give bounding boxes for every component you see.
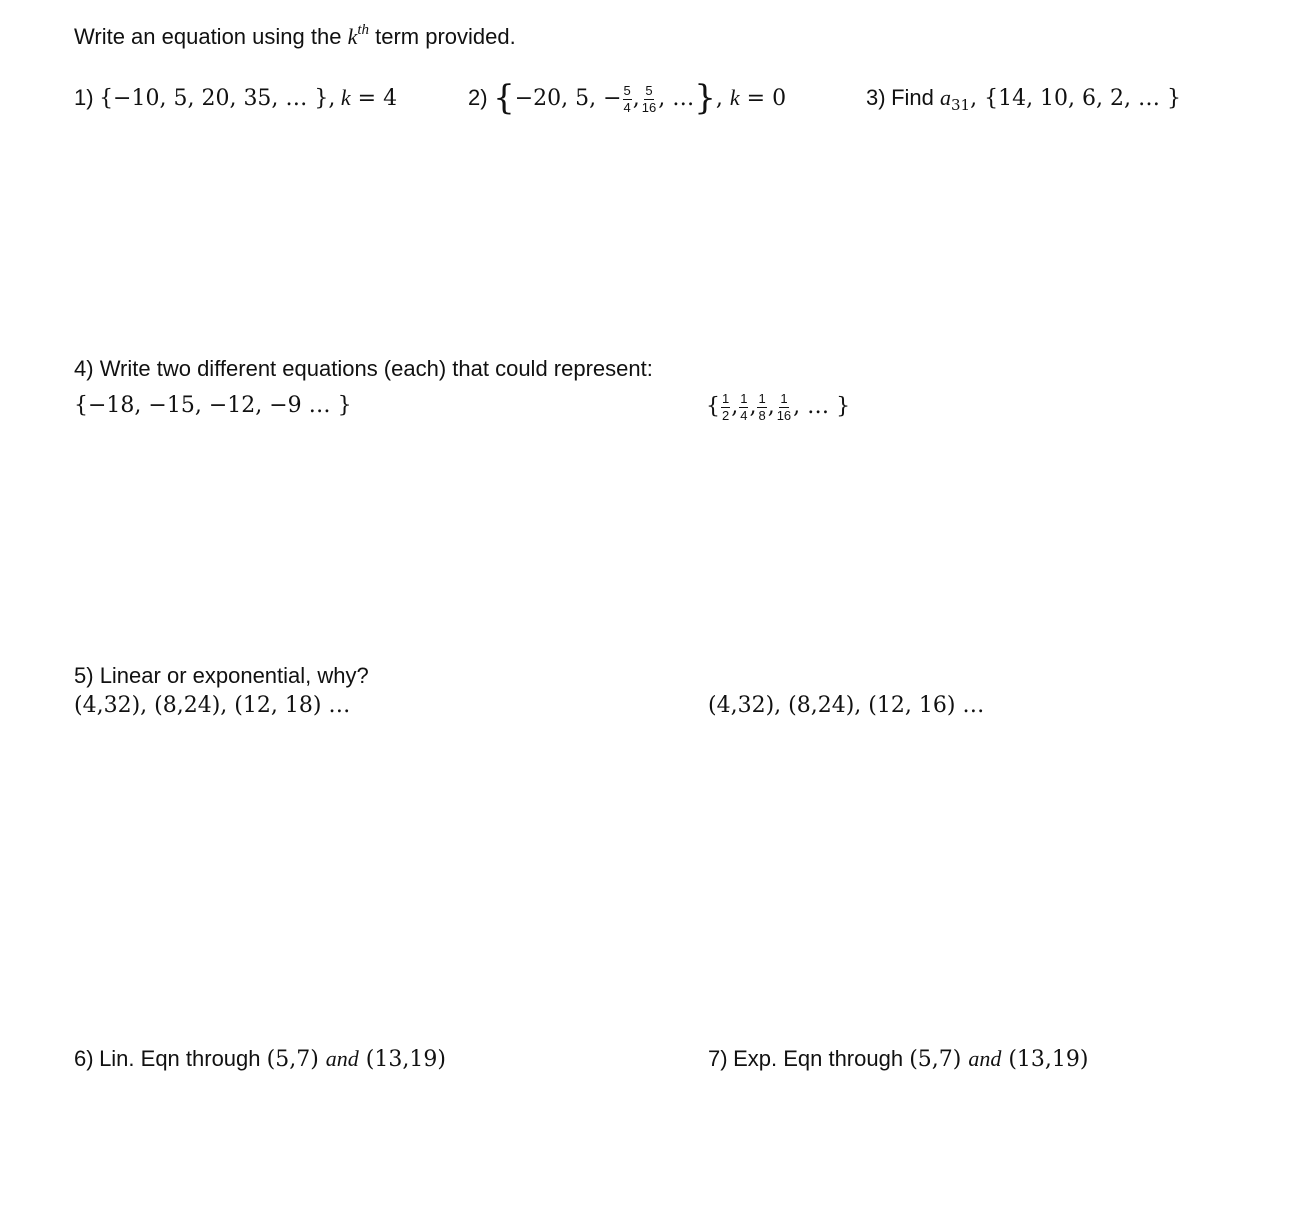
title-k-variable: k	[347, 24, 358, 49]
problem-1	[74, 84, 397, 113]
problem-5-heading	[74, 662, 369, 690]
problem-2-fraction-1	[623, 84, 632, 115]
fraction-denominator: 2	[722, 408, 730, 424]
fraction-numerator: 1	[780, 391, 788, 407]
problem-7-number: 7)	[708, 1046, 728, 1071]
fraction-denominator: 4	[740, 408, 748, 424]
fraction-numerator: 1	[740, 391, 748, 407]
problem-4-tail: , … }	[793, 394, 851, 419]
problem-3	[866, 84, 1181, 119]
problem-6-point-1: (5,7)	[266, 1047, 326, 1072]
problem-2-k: k	[729, 85, 740, 110]
problem-7-label: Exp. Eqn through	[733, 1046, 910, 1071]
problem-4-sequence-a: {−18, −15, −12, −9 … }	[74, 393, 352, 418]
problem-4-heading	[74, 355, 653, 383]
problem-3-comma: ,	[970, 86, 978, 111]
problem-4-fraction-2	[739, 392, 748, 423]
problem-2-open-brace: {	[493, 78, 515, 118]
problem-4-sequence-b: { $\frac{1}{2}$ , $\frac{1}{4}$ , $\frac{1}{8}$ , $\frac{1}{16}$ , … }	[706, 391, 851, 424]
problem-6	[74, 1045, 446, 1074]
problem-4-number: 4)	[74, 356, 94, 381]
problem-2-fraction-2	[641, 84, 657, 115]
problem-5-label: Linear or exponential, why?	[99, 663, 369, 688]
problem-1-k-value: = 4	[350, 86, 398, 111]
problem-5-number: 5)	[74, 663, 94, 688]
problem-2-separator: ,	[632, 86, 640, 111]
problem-1-sequence: {−10, 5, 20, 35, … },	[99, 86, 336, 111]
problem-4-label: Write two different equations (each) that could represent:	[99, 356, 653, 381]
problem-6-point-2: (13,19)	[358, 1047, 446, 1072]
problem-4-open-brace: {	[706, 394, 720, 419]
title-suffix: term provided.	[369, 24, 516, 49]
problem-6-and: and	[325, 1046, 359, 1071]
problem-3-sequence: {14, 10, 6, 2, … }	[977, 86, 1181, 111]
problem-6-label: Lin. Eqn through	[99, 1046, 267, 1071]
problem-7	[708, 1045, 1088, 1074]
problem-7-point-2: (13,19)	[1001, 1047, 1089, 1072]
title-prefix: Write an equation using the	[74, 24, 348, 49]
problem-3-number: 3)	[866, 85, 886, 110]
problem-4-fraction-1	[721, 392, 730, 423]
problem-6-number: 6)	[74, 1046, 94, 1071]
problem-2-close-brace: }	[694, 78, 716, 118]
fraction-numerator: 5	[645, 83, 653, 99]
problem-7-and: and	[968, 1046, 1002, 1071]
problem-2-k-value: = 0	[739, 86, 787, 111]
problem-4-fraction-3	[757, 392, 766, 423]
problem-3-a-subscript: 31	[950, 96, 971, 114]
title-k-superscript: th	[357, 22, 369, 38]
problem-5-points-a: (4,32), (8,24), (12, 18) …	[74, 693, 351, 718]
problem-1-k: k	[340, 85, 351, 110]
problem-1-number: 1)	[74, 85, 94, 110]
problem-3-label: Find	[891, 85, 940, 110]
fraction-denominator: 8	[758, 408, 766, 424]
page-title	[74, 16, 516, 51]
problem-2: 2) {−20, 5, − $\frac{5}{4}$ , $\frac{5}{16}$ , …}, k = 0	[468, 78, 787, 118]
problem-2-lead-terms: −20, 5, −	[514, 86, 622, 111]
fraction-denominator: 16	[641, 100, 657, 116]
problem-2-number: 2)	[468, 85, 488, 110]
problem-2-tail: , …	[658, 86, 695, 111]
fraction-denominator: 4	[623, 100, 631, 116]
problem-7-point-1: (5,7)	[909, 1047, 969, 1072]
problem-5-points-b: (4,32), (8,24), (12, 16) …	[708, 693, 985, 718]
fraction-numerator: 1	[722, 391, 730, 407]
problem-4-fraction-4	[776, 392, 792, 423]
fraction-numerator: 5	[623, 83, 631, 99]
fraction-numerator: 1	[758, 391, 766, 407]
fraction-denominator: 16	[776, 408, 792, 424]
problem-3-a-variable: a	[939, 85, 951, 110]
